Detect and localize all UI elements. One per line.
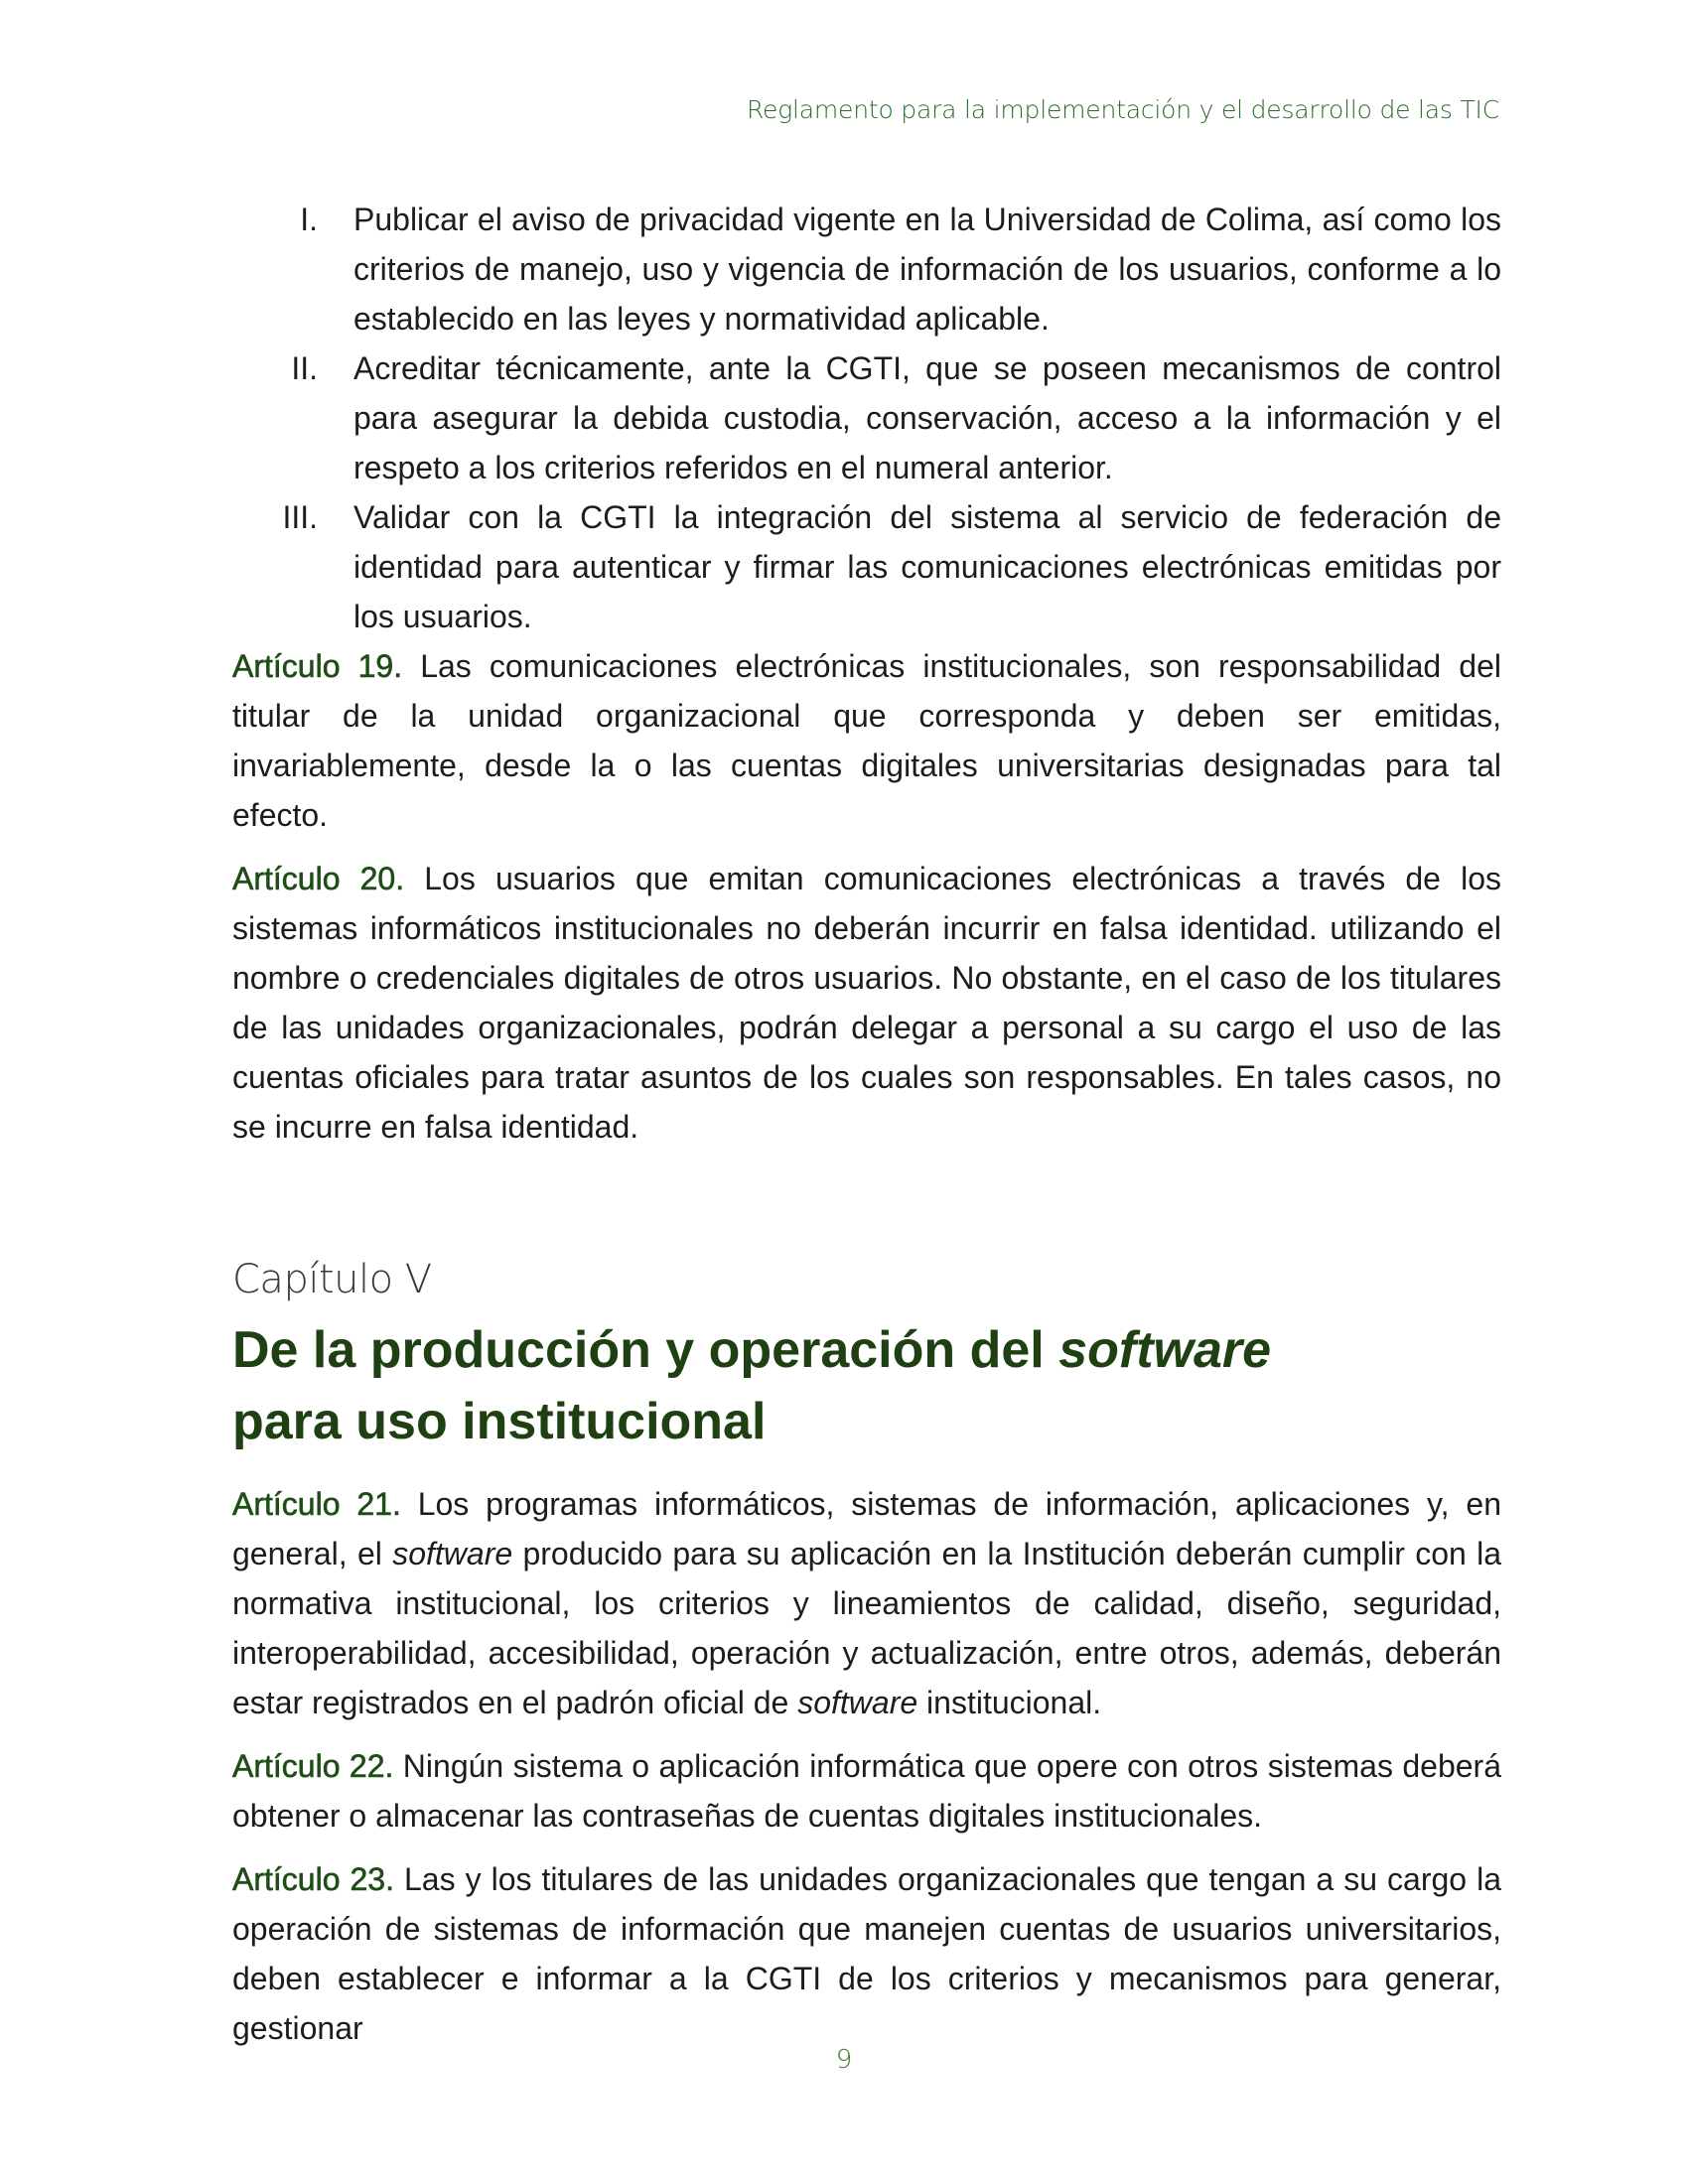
chapter-label: Capítulo V (232, 1257, 432, 1302)
article-label: Artículo 23. (232, 1861, 394, 1897)
list-item (232, 492, 1501, 641)
numbered-list (232, 195, 1501, 641)
article-19 (232, 641, 1501, 840)
running-header: Reglamento para la implementación y el desarrollo de las TIC (746, 95, 1499, 124)
article-23 (232, 1854, 1501, 2053)
article-22 (232, 1741, 1501, 1841)
article-italic: software (392, 1536, 513, 1571)
chapter-title-part2: para uso institucional (232, 1393, 767, 1450)
article-text: Las comunicaciones electrónicas institucionales, son responsabilidad del titular de la unidad organizacional que corresponda y deben ser emitidas, invariablemente, desde la o las cuentas digitales universitarias designadas para tal efecto. (232, 648, 1502, 833)
article-text: Ningún sistema o aplicación informática que opere con otros sistemas deberá obtener o almacenar las contraseñas de cuentas digitales institucionales. (232, 1748, 1502, 1834)
article-label: Artículo 19. (232, 648, 403, 684)
list-item-text: Validar con la CGTI la integración del sistema al servicio de federación de identidad para autenticar y firmar las comunicaciones electrónicas emitidas por los usuarios. (353, 499, 1501, 634)
article-21 (232, 1479, 1501, 1727)
list-numeral: III. (282, 499, 318, 535)
article-text: Los usuarios que emitan comunicaciones electrónicas a través de los sistemas informáticos institucionales no deberán incurrir en falsa identidad. utilizando el nombre o credenciales digitales de otros usuarios. No obstante, en el caso de los titulares de las unidades organizacionales, podrán delegar a personal a su cargo el uso de las cuentas oficiales para tratar asuntos de los cuales son responsables. En tales casos, no se incurre en falsa identidad. (232, 861, 1502, 1145)
list-numeral: I. (300, 202, 318, 237)
article-label: Artículo 21. (232, 1486, 401, 1522)
list-item (232, 195, 1501, 343)
chapter-title (232, 1314, 1501, 1457)
article-text: Las y los titulares de las unidades organizacionales que tengan a su cargo la operación de sistemas de información que manejen cuentas de usuarios universitarios, deben establecer e informar a la CGTI de los criterios y mecanismos para generar, gestionar (232, 1861, 1502, 2046)
article-italic: software (797, 1685, 918, 1720)
list-item-text: Acreditar técnicamente, ante la CGTI, que se poseen mecanismos de control para asegurar la debida custodia, conservación, acceso a la información y el respeto a los criterios referidos en el numeral anterior. (353, 350, 1501, 485)
article-text: institucional. (917, 1685, 1102, 1720)
article-label: Artículo 22. (232, 1748, 394, 1784)
article-label: Artículo 20. (232, 861, 405, 896)
article-text: producido para su aplicación en la Institución deberán cumplir con la normativa institucional, los criterios y lineamientos de calidad, diseño, seguridad, interoperabilidad, accesibilidad, operación y actualización, entre otros, además, deberán estar registrados en el padrón oficial de (232, 1536, 1502, 1720)
list-item (232, 343, 1501, 492)
document-body (232, 195, 1501, 2067)
list-item-text: Publicar el aviso de privacidad vigente en la Universidad de Colima, así como los criterios de manejo, uso y vigencia de información de los usuarios, conforme a lo establecido en las leyes y normatividad aplicable. (353, 202, 1501, 337)
chapter-title-italic: software (1058, 1321, 1272, 1379)
article-20 (232, 854, 1501, 1152)
page-number: 9 (835, 2045, 853, 2075)
list-numeral: II. (291, 350, 318, 386)
article-text: Los programas informáticos, sistemas de información, aplicaciones y, en general, el (232, 1486, 1502, 1571)
chapter-title-part1: De la producción y operación del (232, 1321, 1059, 1379)
